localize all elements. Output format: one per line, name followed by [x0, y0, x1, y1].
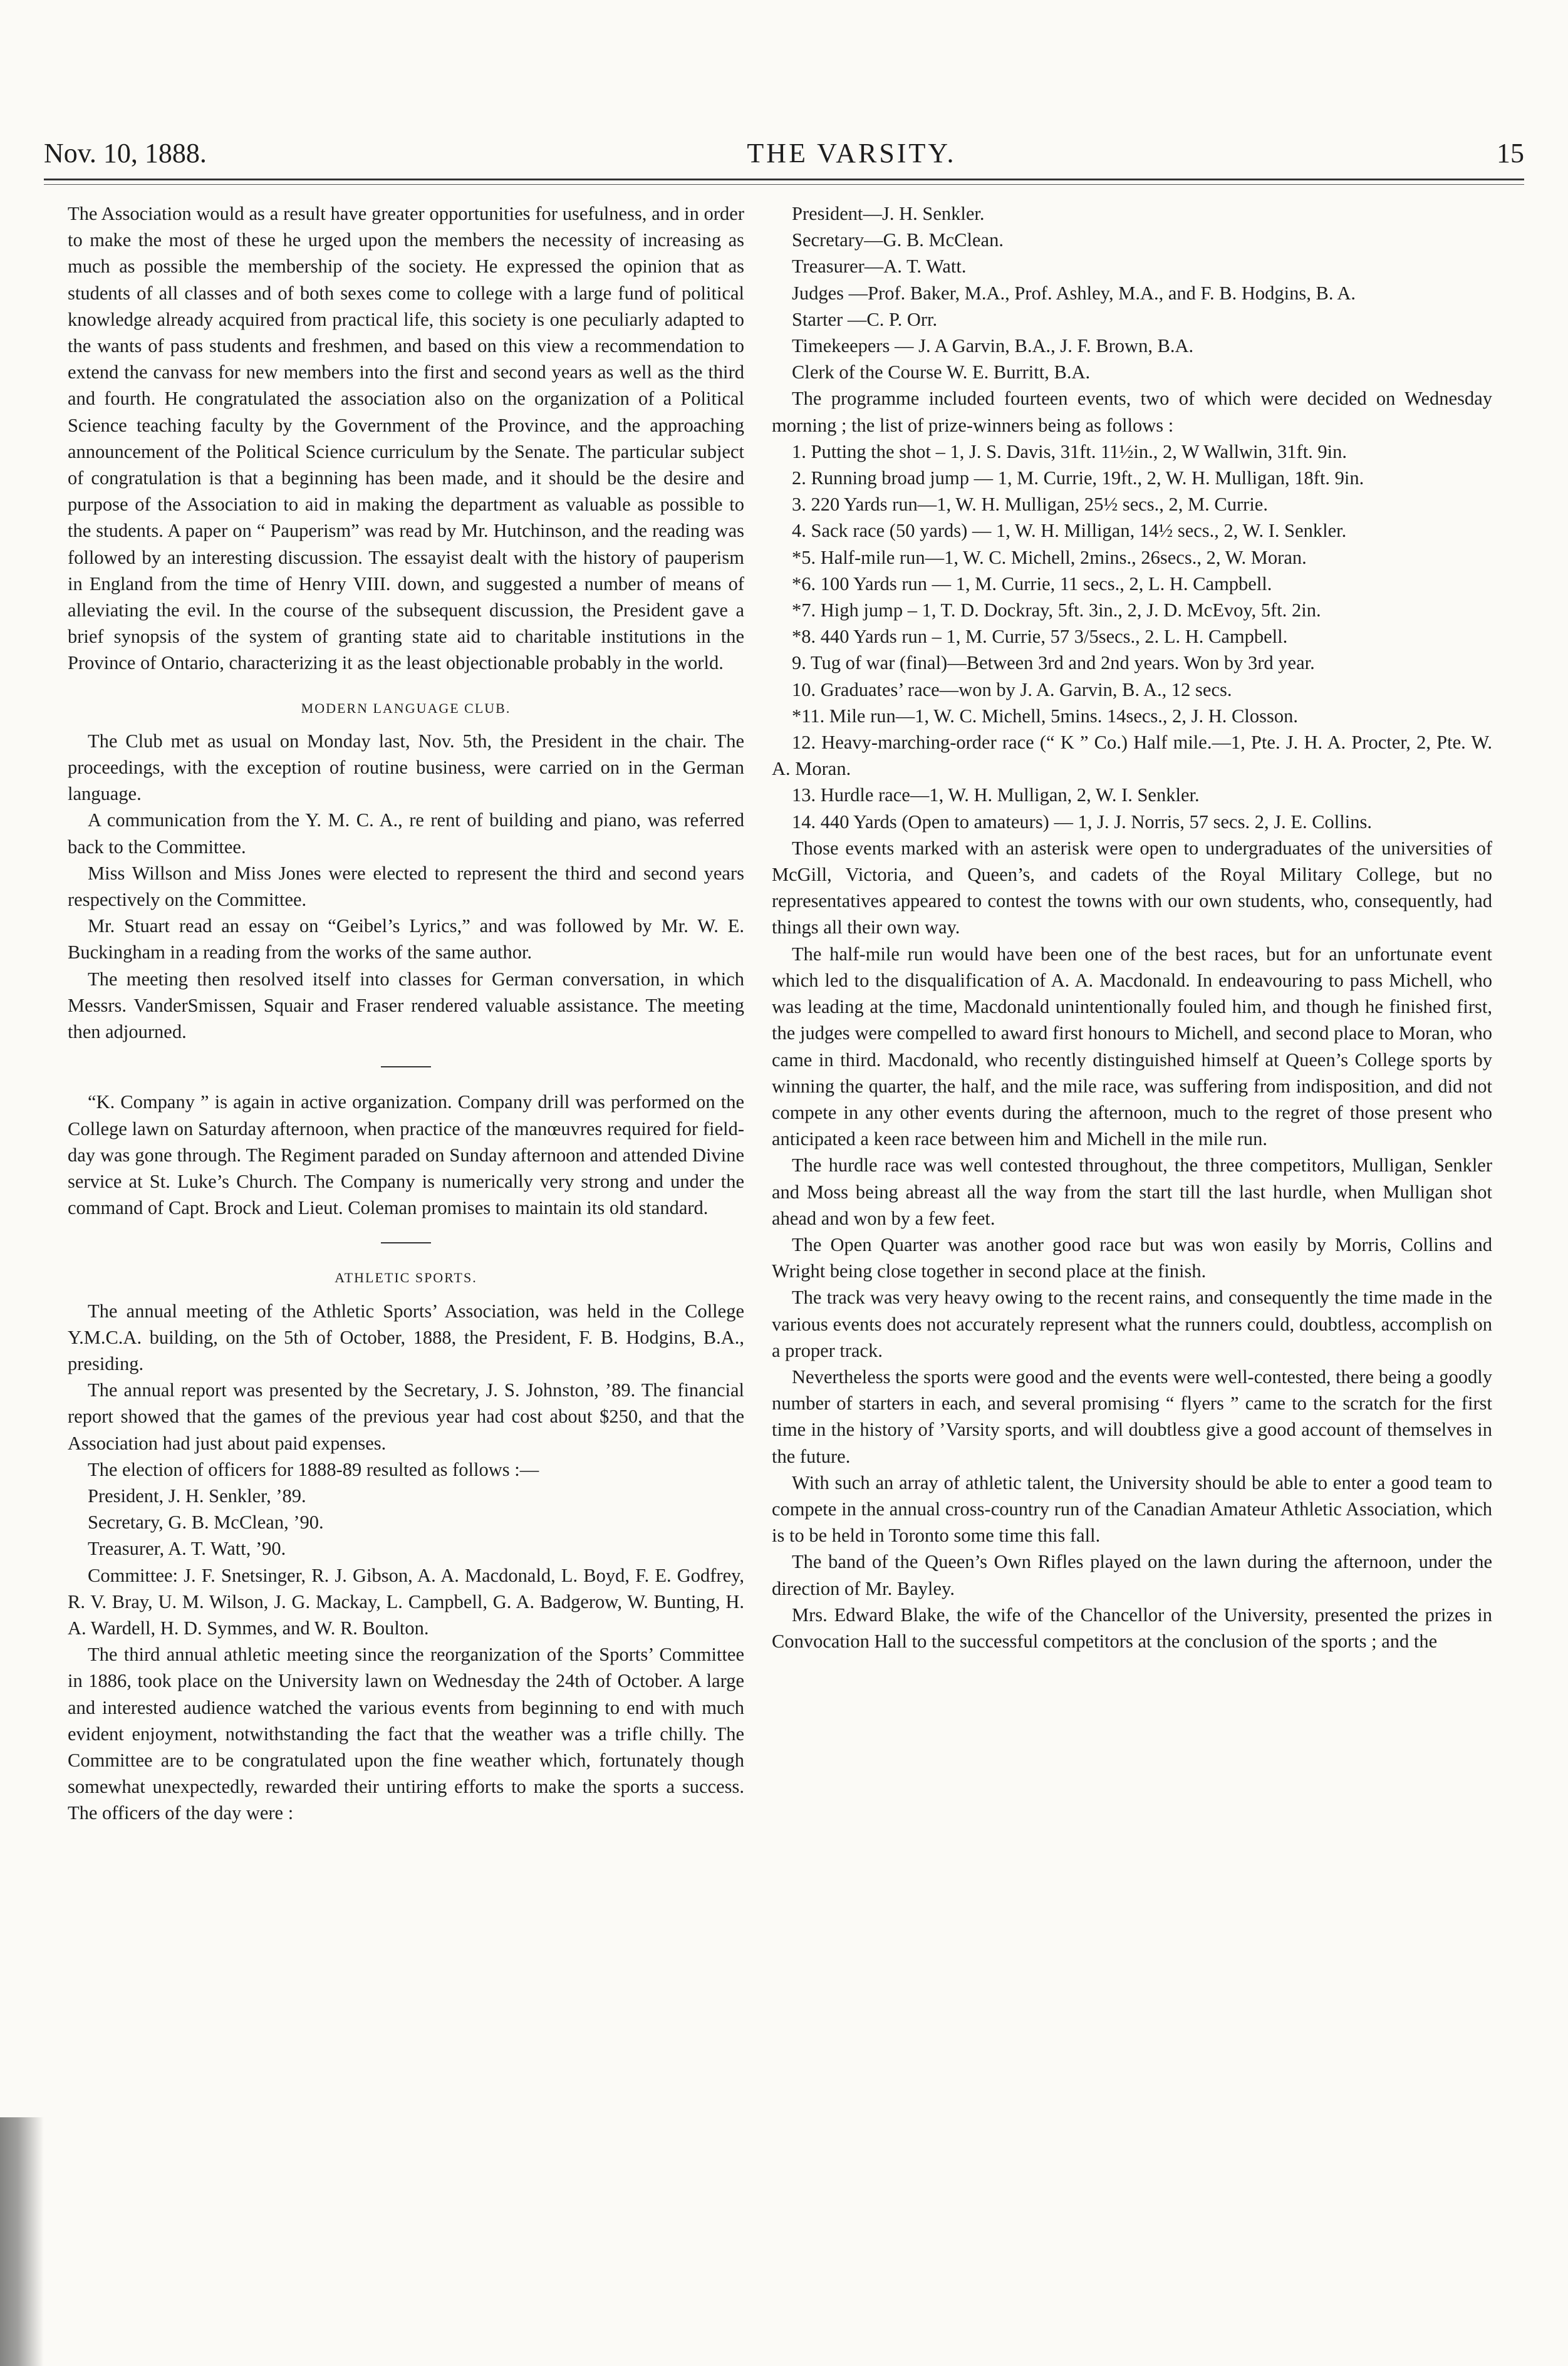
left-column: [68, 200, 744, 1827]
report-paragraph: Those events marked with an asterisk were open to undergraduates of the universities of McGill, Victoria, and Queen’s, and cadets of the Royal Military College, but no representatives appeared to contest the towns with our own students, who, consequently, had things all their own way.: [772, 837, 1492, 938]
report-paragraph: Nevertheless the sports were good and the events were well-contested, there being a goodly number of starters in each, and several promising “ flyers ” came to the scratch for the first time in the history of ’Varsity sports, and will doubtless give a good account of themselves in the future.: [772, 1366, 1492, 1467]
event-result: 9. Tug of war (final)—Between 3rd and 2nd years. Won by 3rd year.: [792, 652, 1315, 674]
report-paragraph: The track was very heavy owing to the recent rains, and consequently the time made in the various events does not accurately represent what the runners could, doubtless, accomplish on a proper track.: [772, 1287, 1492, 1361]
officer-of-day: President—J. H. Senkler.: [792, 203, 985, 224]
page-number: 15: [1497, 138, 1524, 169]
k-company-paragraph: “K. Company ” is again in active organization. Company drill was performed on the College lawn on Saturday afternoon, when practice of the manœuvres required for field-day was gone through. The Regiment paraded on Sunday afternoon and attended Divine service at St. Luke’s Church. The Company is numerically very strong and under the command of Capt. Brock and Lieut. Coleman promises to maintain its old standard.: [68, 1091, 744, 1219]
event-result: *11. Mile run—1, W. C. Michell, 5mins. 14secs., 2, J. H. Closson.: [792, 705, 1298, 727]
event-result: *7. High jump – 1, T. D. Dockray, 5ft. 3in., 2, J. D. McEvoy, 5ft. 2in.: [792, 599, 1321, 621]
athletic-paragraph: The annual report was presented by the Secretary, J. S. Johnston, ’89. The financial report showed that the games of the previous year had cost about $250, and that the Association had just about paid expenses.: [68, 1379, 744, 1454]
committee-line: Committee: J. F. Snetsinger, R. J. Gibson, A. A. Macdonald, L. Boyd, F. E. Godfrey, R. V. Bray, U. M. Wilson, J. G. Mackay, L. Campbell, G. A. Badgerow, W. Bunting, H. A. Wardell, H. D. Symmes, and W. R. Boulton.: [68, 1564, 744, 1639]
header-rule: [44, 179, 1524, 180]
event-result: 14. 440 Yards (Open to amateurs) — 1, J. J. Norris, 57 secs. 2, J. E. Collins.: [792, 811, 1372, 833]
officer-line: Treasurer, A. T. Watt, ’90.: [88, 1538, 286, 1560]
event-result: *8. 440 Yards run – 1, M. Currie, 57 3/5secs., 2. L. H. Campbell.: [792, 626, 1288, 648]
officer-of-day: Timekeepers — J. A Garvin, B.A., J. F. Brown, B.A.: [792, 335, 1194, 357]
event-result: 10. Graduates’ race—won by J. A. Garvin, B. A., 12 secs.: [792, 678, 1232, 700]
mlc-paragraph: Mr. Stuart read an essay on “Geibel’s Lyrics,” and was followed by Mr. W. E. Buckingham in a reading from the works of the same author.: [68, 915, 744, 963]
modern-language-heading: MODERN LANGUAGE CLUB.: [301, 700, 511, 716]
modern-language-section: [68, 728, 744, 1045]
report-paragraph: The half-mile run would have been one of the best races, but for an unfortunate event which led to the disqualification of A. A. Macdonald. In endeavouring to pass Michell, who was leading at the time, Macdonald unintentionally fouled him, and though he finished first, the judges were compelled to award first honours to Michell, and second place to Moran, who came in third. Macdonald, who recently distinguished himself at Queen’s College sports by winning the quarter, the half, and the mile race, was suffering from indisposition, and did not compete in any other events during the afternoon, much to the regret of those present who anticipated a keen race between him and Michell in the mile run.: [772, 943, 1492, 1150]
scan-edge-shadow: [0, 2117, 44, 2366]
header-rule-thin: [44, 184, 1524, 185]
officer-of-day: Secretary—G. B. McClean.: [792, 229, 1004, 251]
event-result: 2. Running broad jump — 1, M. Currie, 19ft., 2, W. H. Mulligan, 18ft. 9in.: [792, 467, 1364, 489]
officer-of-day: Treasurer—A. T. Watt.: [792, 256, 967, 278]
page-header: [44, 119, 1524, 169]
athletic-paragraph: The third annual athletic meeting since the reorganization of the Sports’ Committee in 1886, took place on the University lawn on Wednesday the 24th of October. A large and interested audience watched the various events from beginning to end with much evident enjoyment, notwithstanding the fact that the weather was a trifle chilly. The Committee are to be congratulated upon the fine weather which, fortunately though somewhat unexpectedly, rewarded their untiring efforts to make the sports a success. The officers of the day were :: [68, 1644, 744, 1824]
officers-of-the-day: [772, 200, 1492, 385]
athletic-paragraph: The annual meeting of the Athletic Sports’ Association, was held in the College Y.M.C.A. building, on the 5th of October, 1888, the President, F. B. Hodgins, B.A., presiding.: [68, 1300, 744, 1374]
officer-line: President, J. H. Senkler, ’89.: [88, 1485, 306, 1507]
event-result: *5. Half-mile run—1, W. C. Michell, 2mins., 26secs., 2, W. Moran.: [792, 546, 1307, 568]
officer-of-day: Clerk of the Course W. E. Burritt, B.A.: [792, 361, 1091, 383]
event-result: 12. Heavy-marching-order race (“ K ” Co.) Half mile.—1, Pte. J. H. A. Procter, 2, Pte. W. A. Moran.: [772, 732, 1492, 780]
report-paragraph: Mrs. Edward Blake, the wife of the Chancellor of the University, presented the prizes in Convocation Hall to the successful competitors at the conclusion of the sports ; and the: [772, 1604, 1492, 1652]
report-paragraph: The hurdle race was well contested throughout, the three competitors, Mulligan, Senkler and Moss being abreast all the way from the start till the last hurdle, when Mulligan shot ahead and won by a few feet.: [772, 1154, 1492, 1229]
event-result: *6. 100 Yards run — 1, M. Currie, 11 secs., 2, L. H. Campbell.: [792, 573, 1272, 594]
section-divider: [381, 1066, 431, 1067]
event-result: 13. Hurdle race—1, W. H. Mulligan, 2, W. I. Senkler.: [792, 784, 1200, 806]
event-result: 3. 220 Yards run—1, W. H. Mulligan, 25½ secs., 2, M. Currie.: [792, 494, 1268, 516]
athletic-paragraph: The election of officers for 1888-89 resulted as follows :—: [88, 1458, 539, 1480]
right-column: [772, 200, 1492, 1654]
masthead-title: THE VARSITY.: [747, 138, 957, 169]
issue-date: Nov. 10, 1888.: [44, 138, 207, 169]
mlc-paragraph: Miss Willson and Miss Jones were elected to represent the third and second years respectively on the Committee.: [68, 862, 744, 911]
section-divider: [381, 1242, 431, 1243]
report-paragraph: With such an array of athletic talent, the University should be able to enter a good team to compete in the annual cross-country run of the Canadian Amateur Athletic Association, which is to be held in Toronto some time this fall.: [772, 1471, 1492, 1547]
report-paragraph: The band of the Queen’s Own Rifles played on the lawn during the afternoon, under the direction of Mr. Bayley.: [772, 1551, 1492, 1599]
athletic-sports-section: [68, 1298, 744, 1827]
mlc-paragraph: The Club met as usual on Monday last, Nov. 5th, the President in the chair. The proceedings, with the exception of routine business, were carried on in the German language.: [68, 730, 744, 805]
mlc-paragraph: The meeting then resolved itself into classes for German conversation, in which Messrs. VanderSmissen, Squair and Fraser rendered valuable assistance. The meeting then adjourned.: [68, 968, 744, 1043]
officer-line: Secretary, G. B. McClean, ’90.: [88, 1512, 324, 1533]
report-paragraph: The Open Quarter was another good race but was won easily by Morris, Collins and Wright being close together in second place at the finish.: [772, 1233, 1492, 1282]
officer-of-day: Starter —C. P. Orr.: [792, 308, 938, 330]
event-result: 1. Putting the shot – 1, J. S. Davis, 31ft. 11½in., 2, W Wallwin, 31ft. 9in.: [792, 440, 1347, 462]
programme-intro: The programme included fourteen events, two of which were decided on Wednesday morning ; the list of prize-winners being as follows :: [772, 388, 1492, 436]
event-result: 4. Sack race (50 yards) — 1, W. H. Milligan, 14½ secs., 2, W. I. Senkler.: [792, 520, 1347, 542]
political-science-paragraph: The Association would as a result have greater opportunities for usefulness, and in order to make the most of these he urged upon the members the necessity of increasing as much as possible the membership of the society. He expressed the opinion that as students of all classes and of both sexes come to college with a large fund of political knowledge already acquired from practical life, this society is one peculiarly adapted to the wants of pass students and freshmen, and based on this view a recommendation to extend the canvass for new members into the first and second years as well as the third and fourth. He congratulated the association also on the organization of a Political Science teaching faculty by the Government of the Province, and the approaching announcement of the Political Science curriculum by the Senate. The particular subject of congratulation is that a beginning has been made, and it should be the desire and purpose of the Association to aid in making the department as valuable as possible to the students. A paper on “ Pauperism” was read by Mr. Hutchinson, and the reading was followed by an interesting discussion. The essayist dealt with the history of pauperism in England from the time of Henry VIII. down, and suggested a number of means of alleviating the evil. In the course of the subsequent discussion, the President gave a brief synopsis of the system of granting state aid to charitable institutions in the Province of Ontario, characterizing it as the least objectionable probably in the world.: [68, 203, 744, 674]
officer-of-day: Judges —Prof. Baker, M.A., Prof. Ashley, M.A., and F. B. Hodgins, B. A.: [792, 282, 1356, 304]
event-results: [772, 438, 1492, 835]
mlc-paragraph: A communication from the Y. M. C. A., re rent of building and piano, was referred back to the Committee.: [68, 809, 744, 858]
athletic-sports-heading: ATHLETIC SPORTS.: [335, 1270, 477, 1286]
